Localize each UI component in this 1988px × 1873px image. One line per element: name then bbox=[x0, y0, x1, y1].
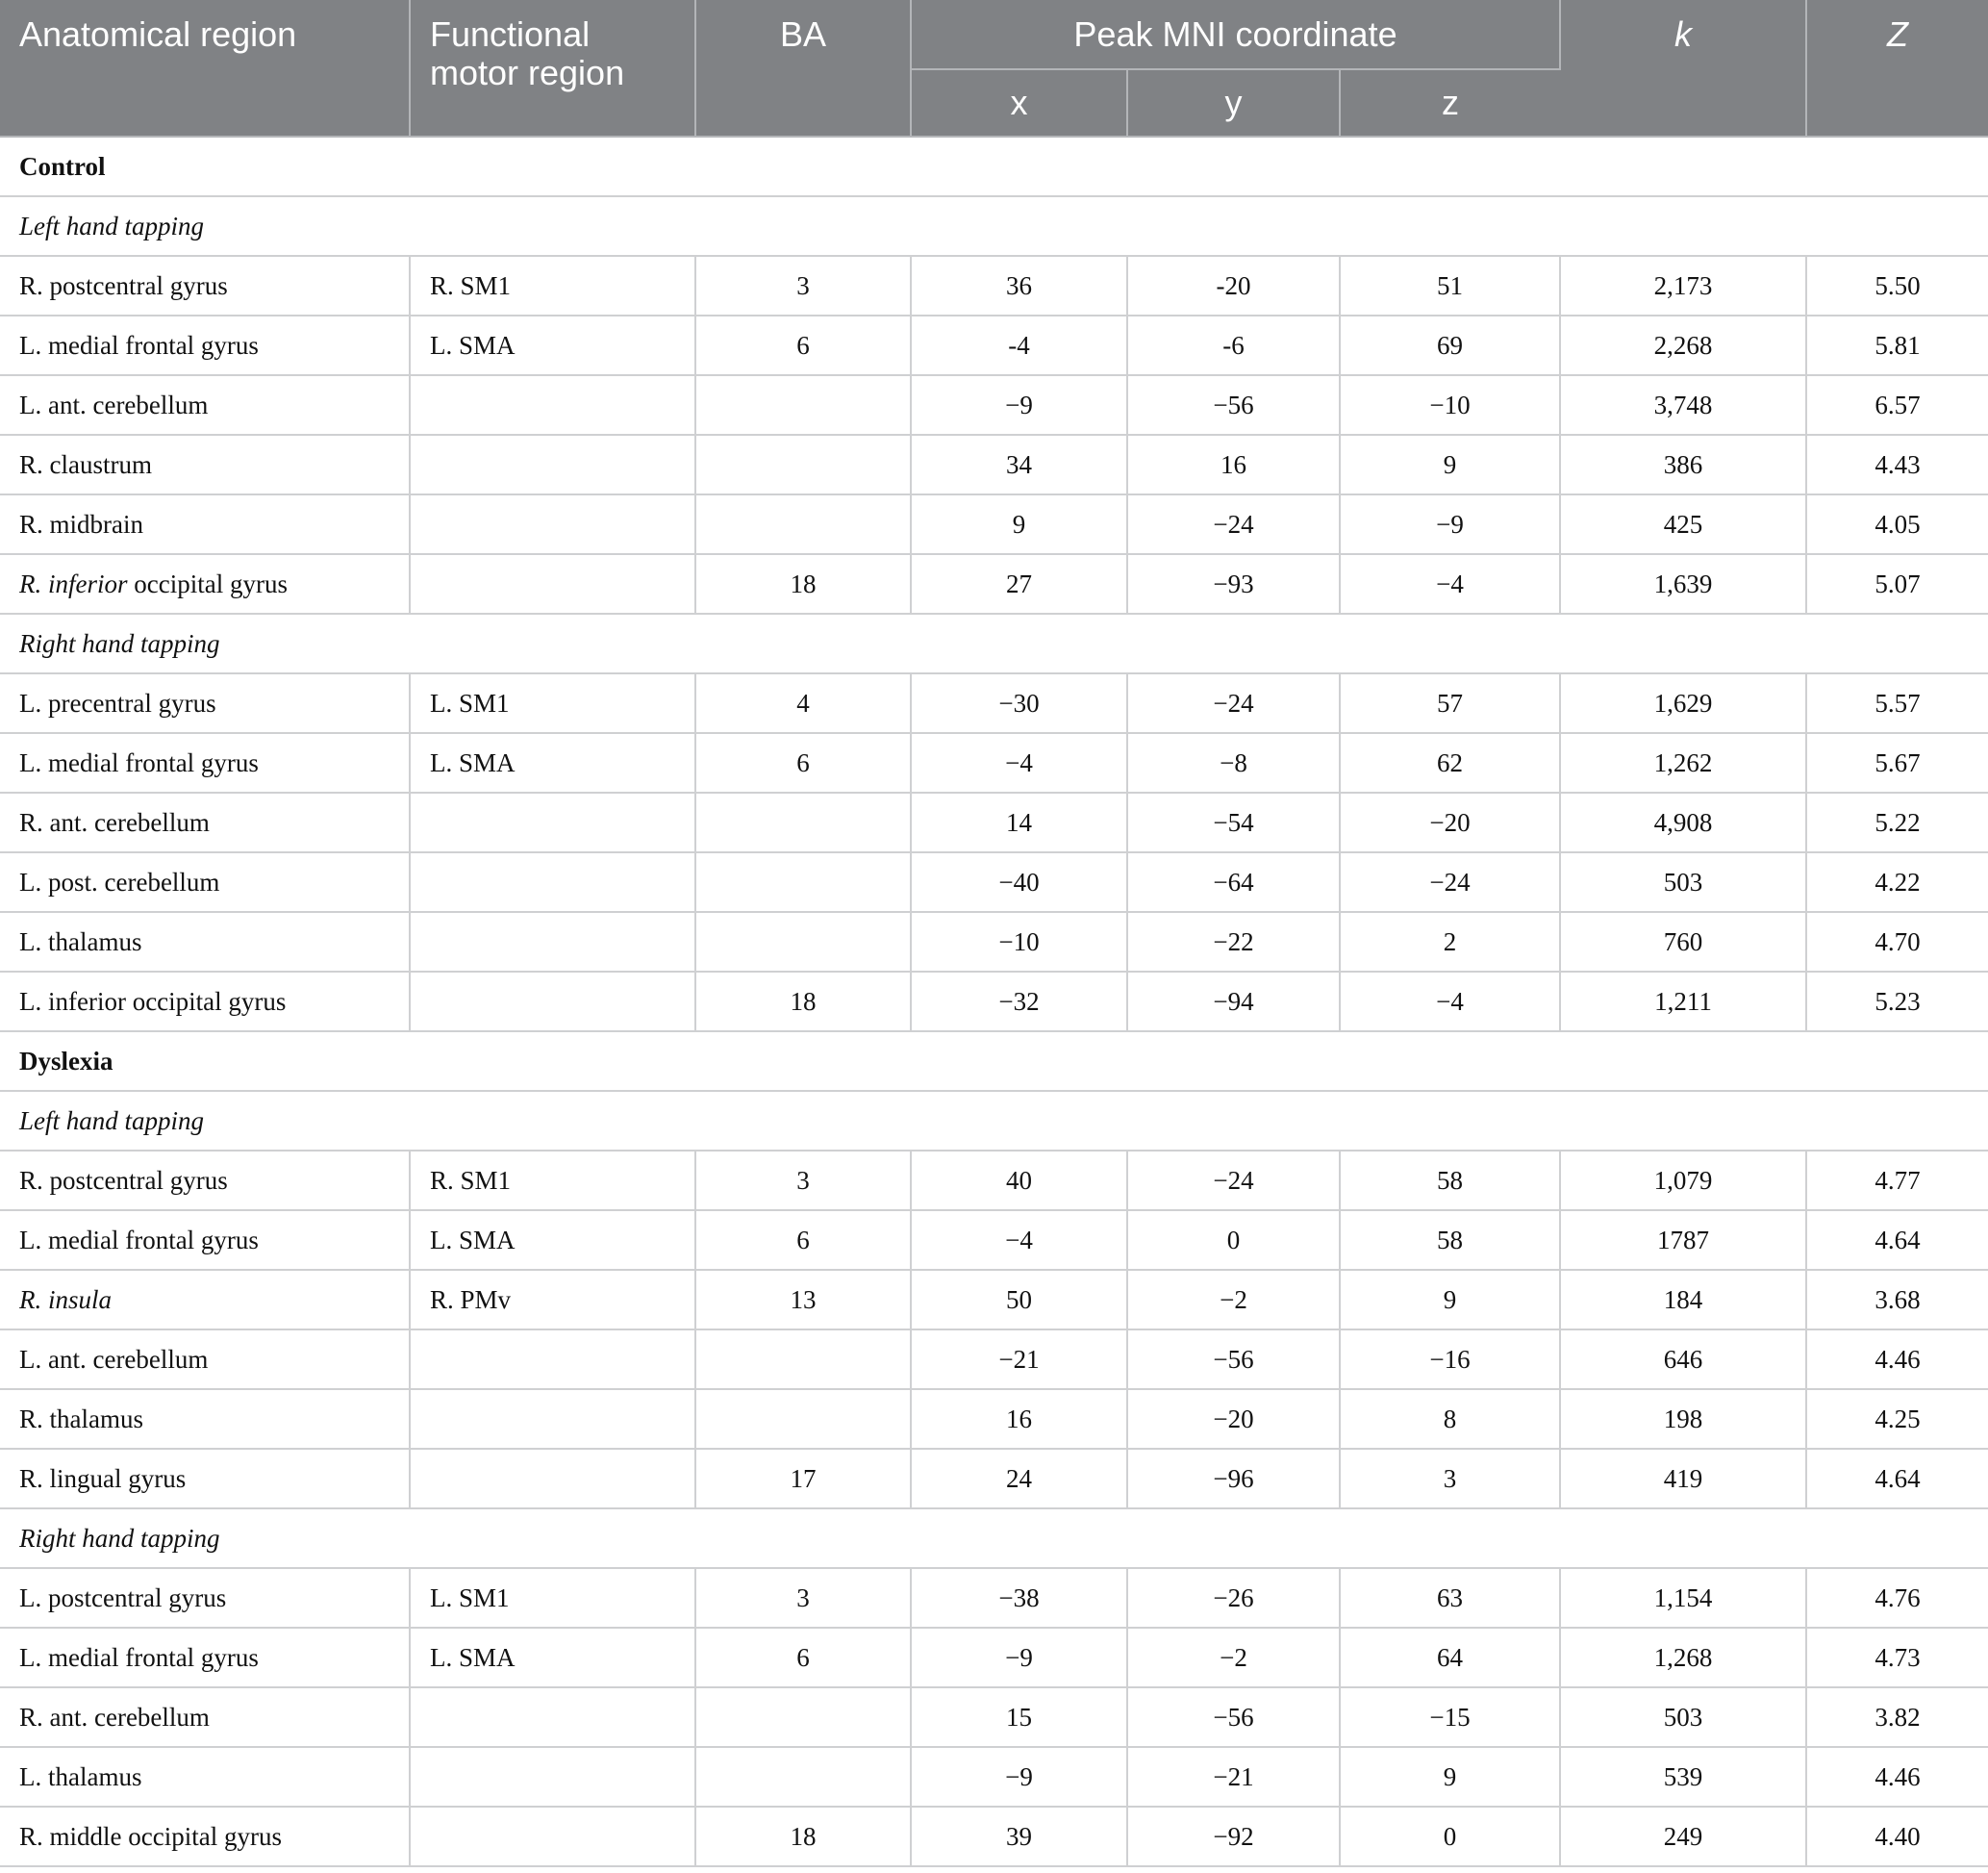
cell-ba: 13 bbox=[695, 1270, 911, 1329]
cell-k: 425 bbox=[1560, 494, 1806, 554]
cell-z: 62 bbox=[1340, 733, 1560, 793]
table-row bbox=[0, 972, 1988, 1031]
cell-functional-motor-region: L. SMA bbox=[410, 1628, 695, 1687]
cell-y: −56 bbox=[1127, 1687, 1340, 1747]
cell-z: −9 bbox=[1340, 494, 1560, 554]
table-row bbox=[0, 673, 1988, 733]
cell-y: −24 bbox=[1127, 1151, 1340, 1210]
cell-anatomical-region: L. postcentral gyrus bbox=[0, 1568, 410, 1628]
cell-x: −9 bbox=[911, 1747, 1127, 1807]
cell-z-score: 4.25 bbox=[1806, 1389, 1988, 1449]
cell-y: -6 bbox=[1127, 316, 1340, 375]
cell-ba bbox=[695, 852, 911, 912]
cell-x: 27 bbox=[911, 554, 1127, 614]
cell-x: −9 bbox=[911, 1628, 1127, 1687]
cell-y: −21 bbox=[1127, 1747, 1340, 1807]
cell-functional-motor-region bbox=[410, 375, 695, 435]
cell-anatomical-region: R. claustrum bbox=[0, 435, 410, 494]
cell-z: 69 bbox=[1340, 316, 1560, 375]
cell-anatomical-region: R. lingual gyrus bbox=[0, 1449, 410, 1508]
header-y: y bbox=[1127, 69, 1340, 137]
cell-z: 58 bbox=[1340, 1210, 1560, 1270]
cell-y: −26 bbox=[1127, 1568, 1340, 1628]
region-italic-part: R. inferior bbox=[19, 569, 128, 598]
cell-x: 16 bbox=[911, 1389, 1127, 1449]
header-functional-motor-region: Functional motor region bbox=[410, 0, 695, 137]
table-body bbox=[0, 137, 1988, 1866]
header-peak-mni-coordinate: Peak MNI coordinate bbox=[911, 0, 1560, 69]
cell-functional-motor-region bbox=[410, 1747, 695, 1807]
cell-x: 39 bbox=[911, 1807, 1127, 1866]
cell-x: −21 bbox=[911, 1329, 1127, 1389]
cell-x: −4 bbox=[911, 1210, 1127, 1270]
group-row bbox=[0, 614, 1988, 673]
cell-functional-motor-region: L. SMA bbox=[410, 1210, 695, 1270]
cell-functional-motor-region bbox=[410, 1389, 695, 1449]
cell-anatomical-region: L. precentral gyrus bbox=[0, 673, 410, 733]
cell-z-score: 4.22 bbox=[1806, 852, 1988, 912]
cell-y: −20 bbox=[1127, 1389, 1340, 1449]
cell-ba bbox=[695, 1747, 911, 1807]
cell-anatomical-region: L. ant. cerebellum bbox=[0, 1329, 410, 1389]
cell-z: 2 bbox=[1340, 912, 1560, 972]
cell-z: −10 bbox=[1340, 375, 1560, 435]
cell-ba bbox=[695, 494, 911, 554]
cell-anatomical-region: R. thalamus bbox=[0, 1389, 410, 1449]
cell-x: 50 bbox=[911, 1270, 1127, 1329]
cell-functional-motor-region: L. SMA bbox=[410, 733, 695, 793]
cell-y: −24 bbox=[1127, 494, 1340, 554]
cell-k: 1,639 bbox=[1560, 554, 1806, 614]
cell-z-score: 4.64 bbox=[1806, 1210, 1988, 1270]
cell-anatomical-region: L. medial frontal gyrus bbox=[0, 1210, 410, 1270]
cell-k: 184 bbox=[1560, 1270, 1806, 1329]
cell-z: 9 bbox=[1340, 1747, 1560, 1807]
cell-z: −20 bbox=[1340, 793, 1560, 852]
cell-x: -4 bbox=[911, 316, 1127, 375]
cell-y: −93 bbox=[1127, 554, 1340, 614]
cell-ba bbox=[695, 912, 911, 972]
cell-functional-motor-region: L. SM1 bbox=[410, 673, 695, 733]
cell-y: −2 bbox=[1127, 1628, 1340, 1687]
cell-y: −2 bbox=[1127, 1270, 1340, 1329]
cell-z: 8 bbox=[1340, 1389, 1560, 1449]
cell-x: 24 bbox=[911, 1449, 1127, 1508]
cell-k: 2,268 bbox=[1560, 316, 1806, 375]
cell-ba bbox=[695, 1389, 911, 1449]
group-title: Left hand tapping bbox=[0, 196, 1988, 256]
cell-k: 1787 bbox=[1560, 1210, 1806, 1270]
cell-x: −4 bbox=[911, 733, 1127, 793]
cell-y: −96 bbox=[1127, 1449, 1340, 1508]
cell-ba bbox=[695, 435, 911, 494]
cell-z-score: 5.07 bbox=[1806, 554, 1988, 614]
cell-functional-motor-region bbox=[410, 435, 695, 494]
group-row bbox=[0, 196, 1988, 256]
cell-z: 9 bbox=[1340, 435, 1560, 494]
cell-k: 539 bbox=[1560, 1747, 1806, 1807]
cell-ba: 6 bbox=[695, 316, 911, 375]
cell-x: −32 bbox=[911, 972, 1127, 1031]
cell-y: −56 bbox=[1127, 1329, 1340, 1389]
group-title: Right hand tapping bbox=[0, 1508, 1988, 1568]
cell-k: 503 bbox=[1560, 852, 1806, 912]
cell-functional-motor-region bbox=[410, 494, 695, 554]
table-row bbox=[0, 1628, 1988, 1687]
table-row bbox=[0, 733, 1988, 793]
cell-ba: 18 bbox=[695, 554, 911, 614]
cell-z-score: 5.23 bbox=[1806, 972, 1988, 1031]
cell-x: 15 bbox=[911, 1687, 1127, 1747]
cell-z-score: 4.77 bbox=[1806, 1151, 1988, 1210]
section-row bbox=[0, 137, 1988, 196]
cell-ba: 4 bbox=[695, 673, 911, 733]
cell-z: 9 bbox=[1340, 1270, 1560, 1329]
table-header bbox=[0, 0, 1988, 137]
cell-functional-motor-region bbox=[410, 912, 695, 972]
cell-k: 646 bbox=[1560, 1329, 1806, 1389]
cell-y: -20 bbox=[1127, 256, 1340, 316]
cell-anatomical-region: L. medial frontal gyrus bbox=[0, 316, 410, 375]
cell-k: 1,262 bbox=[1560, 733, 1806, 793]
cell-functional-motor-region: R. PMv bbox=[410, 1270, 695, 1329]
cell-functional-motor-region: L. SM1 bbox=[410, 1568, 695, 1628]
cell-k: 760 bbox=[1560, 912, 1806, 972]
cell-ba: 3 bbox=[695, 1151, 911, 1210]
cell-anatomical-region: L. ant. cerebellum bbox=[0, 375, 410, 435]
cell-z: 63 bbox=[1340, 1568, 1560, 1628]
section-title: Dyslexia bbox=[0, 1031, 1988, 1091]
table-row bbox=[0, 1329, 1988, 1389]
cell-anatomical-region: L. inferior occipital gyrus bbox=[0, 972, 410, 1031]
cell-z-score: 4.64 bbox=[1806, 1449, 1988, 1508]
table-row bbox=[0, 1210, 1988, 1270]
cell-anatomical-region: R. postcentral gyrus bbox=[0, 256, 410, 316]
cell-z-score: 5.22 bbox=[1806, 793, 1988, 852]
group-title: Right hand tapping bbox=[0, 614, 1988, 673]
header-x: x bbox=[911, 69, 1127, 137]
cell-z: −4 bbox=[1340, 972, 1560, 1031]
cell-z: −4 bbox=[1340, 554, 1560, 614]
cell-functional-motor-region bbox=[410, 1687, 695, 1747]
header-k: k bbox=[1560, 0, 1806, 137]
group-row bbox=[0, 1091, 1988, 1151]
cell-functional-motor-region bbox=[410, 1449, 695, 1508]
cell-z: 58 bbox=[1340, 1151, 1560, 1210]
cell-z: −16 bbox=[1340, 1329, 1560, 1389]
group-title: Left hand tapping bbox=[0, 1091, 1988, 1151]
cell-x: −38 bbox=[911, 1568, 1127, 1628]
cell-z-score: 4.43 bbox=[1806, 435, 1988, 494]
cell-k: 3,748 bbox=[1560, 375, 1806, 435]
cell-x: 34 bbox=[911, 435, 1127, 494]
cell-k: 1,268 bbox=[1560, 1628, 1806, 1687]
cell-x: −30 bbox=[911, 673, 1127, 733]
cell-k: 1,154 bbox=[1560, 1568, 1806, 1628]
header-z-score: Z bbox=[1806, 0, 1988, 137]
table-row bbox=[0, 1747, 1988, 1807]
cell-x: −40 bbox=[911, 852, 1127, 912]
cell-functional-motor-region: R. SM1 bbox=[410, 1151, 695, 1210]
cell-y: −92 bbox=[1127, 1807, 1340, 1866]
cell-anatomical-region: L. medial frontal gyrus bbox=[0, 733, 410, 793]
cell-z: −24 bbox=[1340, 852, 1560, 912]
cell-anatomical-region: L. medial frontal gyrus bbox=[0, 1628, 410, 1687]
cell-y: −8 bbox=[1127, 733, 1340, 793]
cell-z-score: 4.46 bbox=[1806, 1329, 1988, 1389]
region-italic-part: R. insula bbox=[19, 1284, 113, 1314]
cell-k: 2,173 bbox=[1560, 256, 1806, 316]
cell-x: 40 bbox=[911, 1151, 1127, 1210]
cell-anatomical-region: L. post. cerebellum bbox=[0, 852, 410, 912]
cell-y: 0 bbox=[1127, 1210, 1340, 1270]
header-z: z bbox=[1340, 69, 1560, 137]
group-row bbox=[0, 1508, 1988, 1568]
cell-anatomical-region: R. ant. cerebellum bbox=[0, 1687, 410, 1747]
cell-z: 57 bbox=[1340, 673, 1560, 733]
cell-ba bbox=[695, 1687, 911, 1747]
cell-z: 64 bbox=[1340, 1628, 1560, 1687]
cell-ba: 6 bbox=[695, 1210, 911, 1270]
table-row bbox=[0, 494, 1988, 554]
cell-k: 249 bbox=[1560, 1807, 1806, 1866]
table-row bbox=[0, 1449, 1988, 1508]
cell-ba: 18 bbox=[695, 1807, 911, 1866]
cell-y: −94 bbox=[1127, 972, 1340, 1031]
cell-ba: 3 bbox=[695, 256, 911, 316]
cell-functional-motor-region bbox=[410, 852, 695, 912]
cell-x: 9 bbox=[911, 494, 1127, 554]
cell-z-score: 5.81 bbox=[1806, 316, 1988, 375]
section-title: Control bbox=[0, 137, 1988, 196]
cell-x: −10 bbox=[911, 912, 1127, 972]
cell-functional-motor-region bbox=[410, 1807, 695, 1866]
table-row bbox=[0, 435, 1988, 494]
cell-z: 51 bbox=[1340, 256, 1560, 316]
cell-z-score: 4.40 bbox=[1806, 1807, 1988, 1866]
cell-ba bbox=[695, 375, 911, 435]
cell-z-score: 4.73 bbox=[1806, 1628, 1988, 1687]
cell-z-score: 3.82 bbox=[1806, 1687, 1988, 1747]
cell-z-score: 5.50 bbox=[1806, 256, 1988, 316]
cell-functional-motor-region bbox=[410, 554, 695, 614]
cell-k: 1,079 bbox=[1560, 1151, 1806, 1210]
cell-y: −64 bbox=[1127, 852, 1340, 912]
cell-anatomical-region: R. midbrain bbox=[0, 494, 410, 554]
cell-functional-motor-region bbox=[410, 1329, 695, 1389]
cell-ba: 6 bbox=[695, 1628, 911, 1687]
cell-z: 0 bbox=[1340, 1807, 1560, 1866]
cell-z-score: 3.68 bbox=[1806, 1270, 1988, 1329]
cell-anatomical-region: R. ant. cerebellum bbox=[0, 793, 410, 852]
cell-y: −56 bbox=[1127, 375, 1340, 435]
table-row bbox=[0, 1389, 1988, 1449]
cell-anatomical-region bbox=[0, 554, 410, 614]
cell-functional-motor-region bbox=[410, 972, 695, 1031]
header-anatomical-region: Anatomical region bbox=[0, 0, 410, 137]
cell-functional-motor-region bbox=[410, 793, 695, 852]
cell-anatomical-region: R. middle occipital gyrus bbox=[0, 1807, 410, 1866]
cell-z-score: 5.67 bbox=[1806, 733, 1988, 793]
cell-ba bbox=[695, 793, 911, 852]
cell-k: 503 bbox=[1560, 1687, 1806, 1747]
table-row bbox=[0, 316, 1988, 375]
cell-anatomical-region bbox=[0, 1270, 410, 1329]
cell-anatomical-region: L. thalamus bbox=[0, 1747, 410, 1807]
cell-z-score: 4.05 bbox=[1806, 494, 1988, 554]
table-row bbox=[0, 375, 1988, 435]
cell-k: 1,211 bbox=[1560, 972, 1806, 1031]
cell-ba: 6 bbox=[695, 733, 911, 793]
cell-z-score: 4.70 bbox=[1806, 912, 1988, 972]
cell-y: 16 bbox=[1127, 435, 1340, 494]
cell-z-score: 5.57 bbox=[1806, 673, 1988, 733]
table-row bbox=[0, 1270, 1988, 1329]
cell-x: 36 bbox=[911, 256, 1127, 316]
cell-ba: 3 bbox=[695, 1568, 911, 1628]
table-row bbox=[0, 1151, 1988, 1210]
table-row bbox=[0, 852, 1988, 912]
table-row bbox=[0, 554, 1988, 614]
cell-k: 386 bbox=[1560, 435, 1806, 494]
cell-z-score: 4.76 bbox=[1806, 1568, 1988, 1628]
cell-k: 4,908 bbox=[1560, 793, 1806, 852]
table-row bbox=[0, 1807, 1988, 1866]
cell-k: 419 bbox=[1560, 1449, 1806, 1508]
table-row bbox=[0, 1687, 1988, 1747]
cell-anatomical-region: R. postcentral gyrus bbox=[0, 1151, 410, 1210]
cell-ba: 17 bbox=[695, 1449, 911, 1508]
table-row bbox=[0, 912, 1988, 972]
cell-ba bbox=[695, 1329, 911, 1389]
cell-anatomical-region: L. thalamus bbox=[0, 912, 410, 972]
cell-y: −22 bbox=[1127, 912, 1340, 972]
cell-x: −9 bbox=[911, 375, 1127, 435]
header-ba: BA bbox=[695, 0, 911, 137]
cell-x: 14 bbox=[911, 793, 1127, 852]
cell-y: −54 bbox=[1127, 793, 1340, 852]
cell-z-score: 4.46 bbox=[1806, 1747, 1988, 1807]
table-row bbox=[0, 1568, 1988, 1628]
cell-z: 3 bbox=[1340, 1449, 1560, 1508]
cell-z: −15 bbox=[1340, 1687, 1560, 1747]
cell-k: 198 bbox=[1560, 1389, 1806, 1449]
cell-y: −24 bbox=[1127, 673, 1340, 733]
region-rest-part: occipital gyrus bbox=[127, 569, 288, 598]
cell-functional-motor-region: R. SM1 bbox=[410, 256, 695, 316]
cell-functional-motor-region: L. SMA bbox=[410, 316, 695, 375]
table-row bbox=[0, 256, 1988, 316]
section-row bbox=[0, 1031, 1988, 1091]
cell-z-score: 6.57 bbox=[1806, 375, 1988, 435]
cell-k: 1,629 bbox=[1560, 673, 1806, 733]
cell-ba: 18 bbox=[695, 972, 911, 1031]
table-row bbox=[0, 793, 1988, 852]
